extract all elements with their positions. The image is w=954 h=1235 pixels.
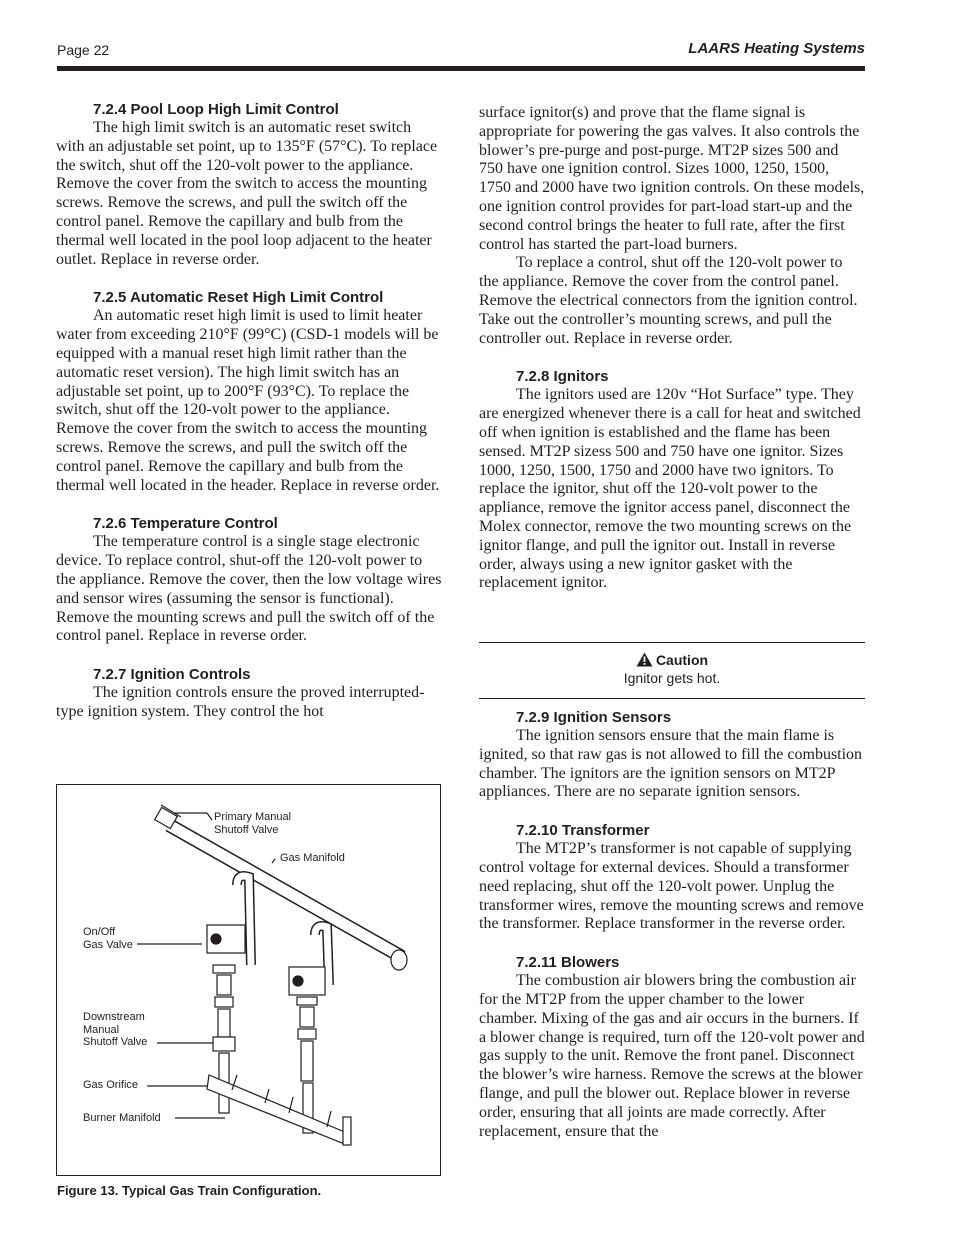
label-line: On/Off <box>83 926 116 938</box>
section-body: The MT2P’s transformer is not capable of supplying control voltage for external devices. Should a transformer need replacing, shut off the 120-volt power. Unplug the transformer wires, remove the mounting screws and remove the transformer. Replace transformer in the reverse order. <box>479 840 864 933</box>
label-line: Shutoff Valve <box>214 823 279 836</box>
figure-caption: Figure 13. Typical Gas Train Configuration. <box>57 1183 322 1198</box>
label-gas-orifice: Gas Orifice <box>83 1079 139 1091</box>
section-heading: 7.2.11 Blowers <box>516 954 620 972</box>
section-body: The ignitors used are 120v “Hot Surface” type. They are energized whenever there is a call for heat and switched off when ignition is established and the flame has been sensed. MT2P sizess 500 and 750 have one ignitor. Sizes 1000, 1250, 1500, 1750 and 2000 have two ignitors. To replace the ignitor, shut off the 120-volt power to the appliance, remove the ignitor access panel, disconnect the Molex connector, remove the two mounting screws on the ignitor flange, and pull the ignitor out. Install in reverse order, always using a new ignitor gasket with the replacement ignitor. <box>479 386 861 592</box>
section-heading: 7.2.10 Transformer <box>516 822 650 840</box>
section-body-continued: surface ignitor(s) and prove that the flame signal is appropriate for powering the gas valves. It also controls the blower’s pre-purge and post-purge. MT2P sizes 500 and 750 have one ignition control. Sizes 1000, 1250, 1500, 1750 and 2000 have two ignition controls. On these models, one ignition control provides for part-load start-up and the second control brings the heater to full rate, after the first control has started the part-load burners. <box>479 104 865 253</box>
caution-box <box>479 642 865 699</box>
section-body: The combustion air blowers bring the combustion air for the MT2P from the upper chamber to the lower chamber. Mixing of the gas and air occurs in the burners. If a blower change is required, turn off the 120-volt power and gas supply to the unit. Remove the front panel. Disconnect the blower’s wire harness. Remove the screws at the blower flange, and pull the blower out. Replace blower in reverse order, ensuring that all joints are made correctly. After replacement, ensure that the <box>479 972 865 1140</box>
caution-text: Ignitor gets hot. <box>623 670 721 686</box>
warning-triangle-icon <box>636 652 653 667</box>
section-heading: 7.2.7 Ignition Controls <box>93 666 251 684</box>
label-line: Gas Valve <box>83 938 133 951</box>
label-downstream-shutoff <box>83 1011 147 1049</box>
section-body: The ignition sensors ensure that the main flame is ignited, so that raw gas is not allowed to fill the combustion chamber. The ignitors are the ignition sensors on MT2P appliances. There are no separate ignition sensors. <box>479 727 863 801</box>
header-rule <box>57 66 865 71</box>
gas-train-figure <box>56 784 441 1176</box>
section-body: The ignition controls ensure the proved interrupted-type ignition system. They control the hot <box>56 684 425 720</box>
left-column <box>56 100 442 722</box>
section-heading: 7.2.4 Pool Loop High Limit Control <box>93 101 339 118</box>
label-line: Primary Manual <box>214 811 292 823</box>
section-heading: 7.2.9 Ignition Sensors <box>516 709 672 726</box>
label-line: Downstream <box>83 1011 145 1023</box>
section-heading: 7.2.6 Temperature Control <box>93 515 278 533</box>
label-onoff-gas-valve <box>83 926 133 951</box>
brand-title: LAARS Heating Systems <box>688 40 865 57</box>
section-body: An automatic reset high limit is used to limit heater water from exceeding 210°F (99°C) (CSD-1 models will be equipped with a manual reset high limit rather than the automatic reset version). The high limit switch has an adjustable set point, up to 200°F (93°C). To replace the switch, shut off the 120-volt power to the appliance. Remove the cover from the switch to access the mounting screws. Remove the screws, and pull the switch off the control panel. Remove the capillary and bulb from the thermal well located in the header. Replace in reverse order. <box>56 307 440 494</box>
section-heading: 7.2.8 Ignitors <box>516 368 609 386</box>
section-body: The high limit switch is an automatic reset switch with an adjustable set point, up to 135°F (57°C). To replace the switch, shut off the 120-volt power to the appliance. Remove the cover from the switch to access the mounting screws. Remove the screws, and pull the switch off the control panel. Remove the capillary and bulb from the thermal well located in the pool loop adjacent to the heater outlet. Replace in reverse order. <box>56 119 438 268</box>
label-burner-manifold: Burner Manifold <box>83 1112 161 1124</box>
label-line: Shutoff Valve <box>83 1036 148 1048</box>
section-body: To replace a control, shut off the 120-volt power to the appliance. Remove the cover from the control panel. Remove the electrical connectors from the ignition control. Take out the controller’s mounting screws, and pull the controller out. Replace in reverse order. <box>479 254 858 347</box>
page-number: Page 22 <box>57 42 110 58</box>
caution-title <box>479 652 865 668</box>
right-column-lower <box>479 708 865 1141</box>
caution-label: Caution <box>655 652 709 668</box>
label-primary-manual-shutoff <box>214 811 291 836</box>
section-body: The temperature control is a single stage electronic device. To replace control, shut-off the 120-volt power to the appliance. Remove the cover, then the low voltage wires and sensor wires (assuming the sensor is functional). Remove the mounting screws and pull the switch off of the control panel. Replace in reverse order. <box>56 533 442 645</box>
label-gas-manifold: Gas Manifold <box>280 852 345 864</box>
right-column <box>479 104 865 593</box>
label-line: Manual <box>83 1023 120 1036</box>
section-heading: 7.2.5 Automatic Reset High Limit Control <box>93 289 384 307</box>
